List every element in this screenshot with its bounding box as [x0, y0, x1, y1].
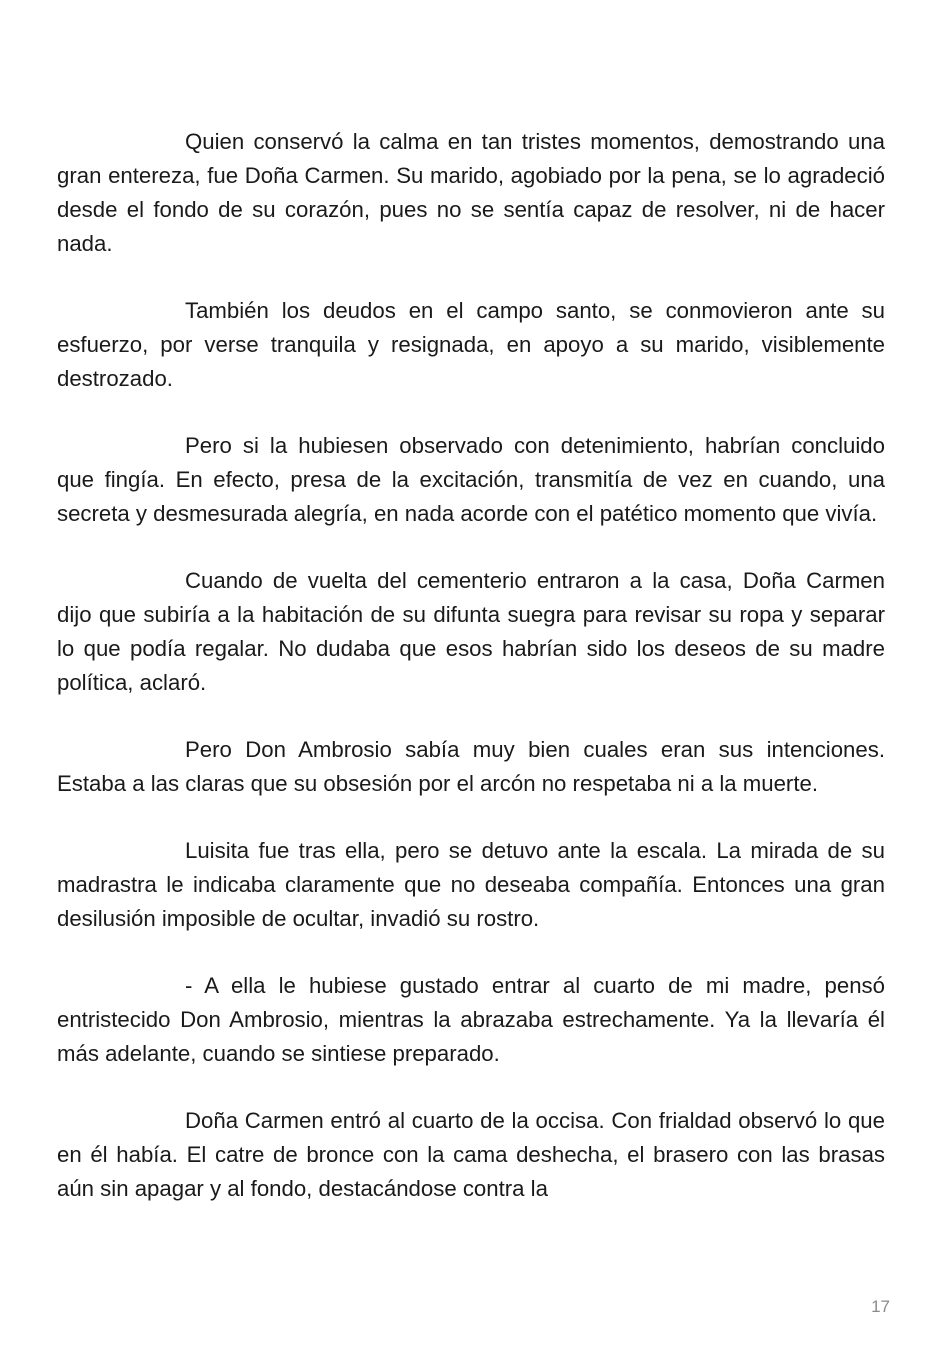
paragraph: Quien conservó la calma en tan tristes momentos, demostrando una gran entereza, fue Doña Carmen. Su marido, agobiado por la pena, se lo agradeció desde el fondo de su corazón, pues no se sentía capaz de resolver, ni de hacer nada. — [57, 129, 885, 256]
paragraph: Pero Don Ambrosio sabía muy bien cuales eran sus intenciones. Estaba a las claras que su obsesión por el arcón no respetaba ni a la muerte. — [57, 737, 885, 796]
paragraph: Luisita fue tras ella, pero se detuvo ante la escala. La mirada de su madrastra le indicaba claramente que no deseaba compañía. Entonces una gran desilusión imposible de ocultar, invadió su rostro. — [57, 838, 885, 931]
paragraph: También los deudos en el campo santo, se conmovieron ante su esfuerzo, por verse tranquila y resignada, en apoyo a su marido, visiblemente destrozado. — [57, 298, 885, 391]
paragraph: Cuando de vuelta del cementerio entraron a la casa, Doña Carmen dijo que subiría a la habitación de su difunta suegra para revisar su ropa y separar lo que podía regalar. No dudaba que esos habrían sido los deseos de su madre política, aclaró. — [57, 568, 885, 695]
page-number: 17 — [871, 1297, 890, 1316]
paragraph: - A ella le hubiese gustado entrar al cuarto de mi madre, pensó entristecido Don Ambrosio, mientras la abrazaba estrechamente. Ya la llevaría él más adelante, cuando se sintiese preparado. — [57, 973, 885, 1066]
paragraph: Pero si la hubiesen observado con detenimiento, habrían concluido que fingía. En efecto, presa de la excitación, transmitía de vez en cuando, una secreta y desmesurada alegría, en nada acorde con el patético momento que vivía. — [57, 433, 885, 526]
paragraph: Doña Carmen entró al cuarto de la occisa. Con frialdad observó lo que en él había. El catre de bronce con la cama deshecha, el brasero con las brasas aún sin apagar y al fondo, destacándose contra la — [57, 1108, 885, 1201]
page-body — [57, 125, 885, 1206]
